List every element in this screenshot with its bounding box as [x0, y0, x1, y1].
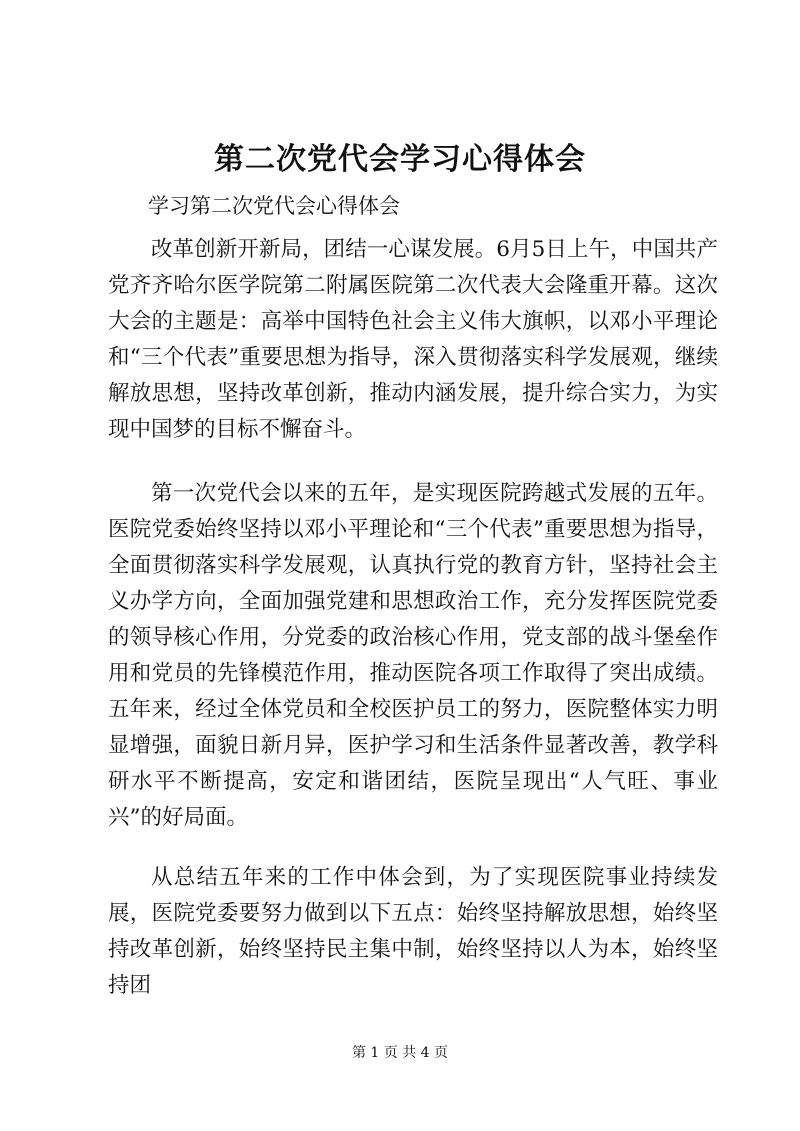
paragraph-1: 改革创新开新局，团结一心谋发展。6月5日上午，中国共产党齐齐哈尔医学院第二附属医院第二次代表大会隆重开幕。这次大会的主题是：高举中国特色社会主义伟大旗帜，以邓小平理论和“三个代表”重要思想为指导，深入贯彻落实科学发展观，继续解放思想，坚持改革创新，推动内涵发展，提升综合实力，为实现中国梦的目标不懈奋斗。	[108, 237, 718, 442]
paragraph-3: 从总结五年来的工作中体会到，为了实现医院事业持续发展，医院党委要努力做到以下五点：始终坚持解放思想，始终坚持改革创新，始终坚持民主集中制，始终坚持以人为本，始终坚持团	[108, 865, 718, 998]
paragraph-2: 第一次党代会以来的五年，是实现医院跨越式发展的五年。医院党委始终坚持以邓小平理论和“三个代表”重要思想为指导，全面贯彻落实科学发展观，认真执行党的教育方针，坚持社会主义办学方向，全面加强党建和思想政治工作，充分发挥医院党委的领导核心作用，分党委的政治核心作用，党支部的战斗堡垒作用和党员的先锋模范作用，推动医院各项工作取得了突出成绩。五年来，经过全体党员和全校医护员工的努力，医院整体实力明显增强，面貌日新月异，医护学习和生活条件显著改善，教学科研水平不断提高，安定和谐团结，医院呈现出“人气旺、事业兴”的好局面。	[108, 481, 718, 830]
document-title: 第二次党代会学习心得体会	[214, 142, 586, 177]
document-subtitle: 学习第二次党代会心得体会	[148, 194, 400, 218]
page-footer: 第 1 页 共 4 页	[351, 1045, 449, 1061]
